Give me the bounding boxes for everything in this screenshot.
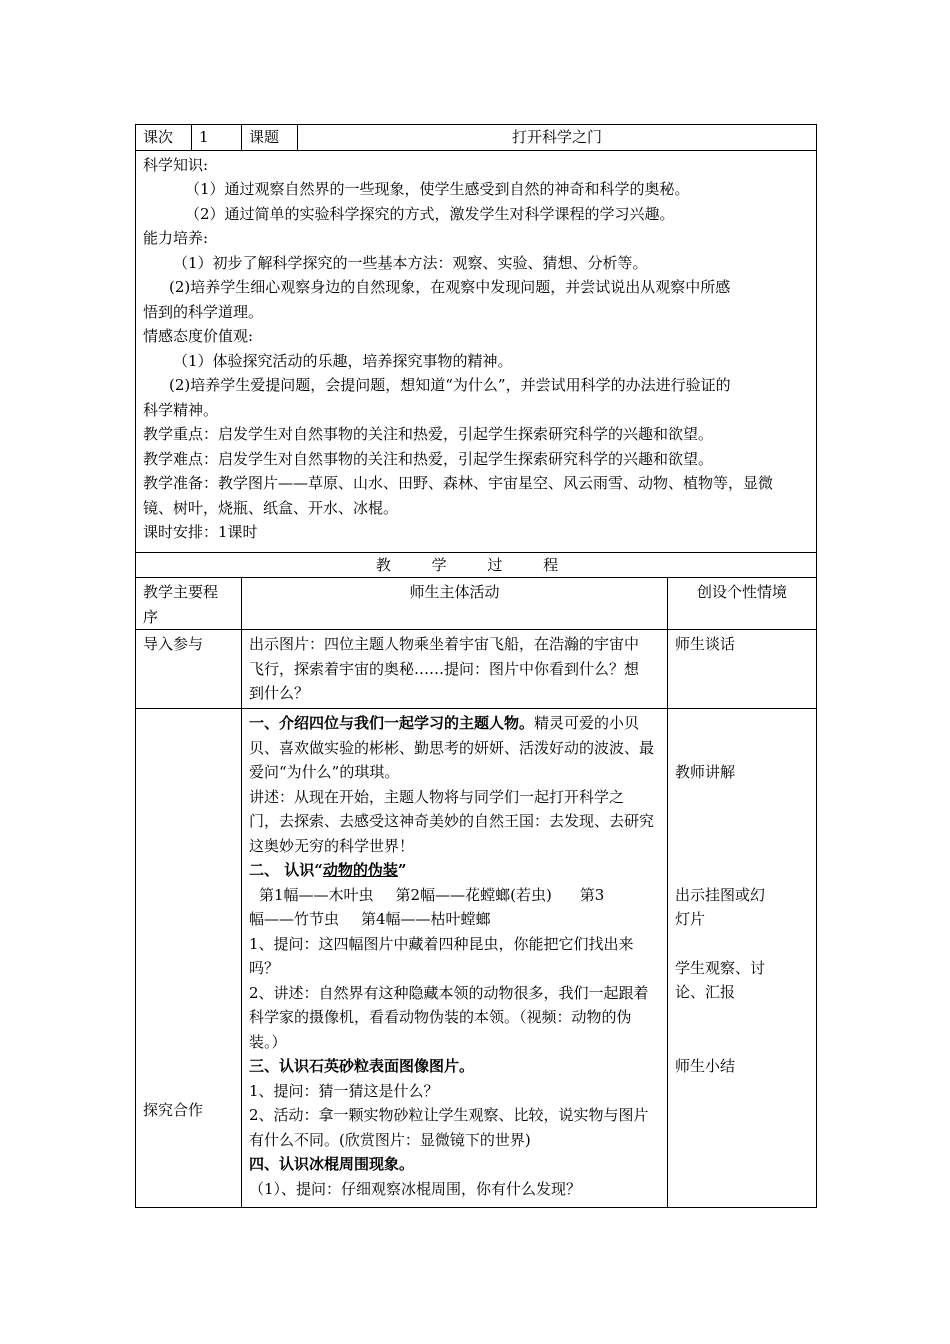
ability-item-1: （1）初步了解科学探究的一些基本方法：观察、实验、猜想、分析等。 bbox=[173, 253, 648, 272]
picture-3: 第3 bbox=[579, 885, 605, 904]
explore-activity bbox=[242, 709, 668, 1208]
lesson-no-value: 1 bbox=[192, 125, 242, 151]
col-activity-header: 师生主体活动 bbox=[242, 578, 668, 630]
scenario-teacher-explain: 教师讲解 bbox=[675, 763, 736, 781]
section-1-line-5: 门，去探索、去感受这神奇美妙的自然王国：去发现、去研究 bbox=[249, 812, 655, 830]
section-2-question-2a: 2、讲述：自然界有这种隐藏本领的动物很多，我们一起跟着 bbox=[249, 983, 649, 1002]
scenario-show-charts-a: 出示挂图或幻 bbox=[675, 885, 766, 904]
schedule: 课时安排：1课时 bbox=[143, 523, 258, 541]
section-3-title: 三、认识石英砂粒表面图像图片。 bbox=[249, 1057, 475, 1075]
scenario-show-charts-b: 灯片 bbox=[675, 910, 706, 928]
scenario-students-observe-a: 学生观察、讨 bbox=[675, 958, 766, 977]
process-title bbox=[136, 552, 817, 578]
section-2-question-1b: 吗？ bbox=[249, 959, 280, 977]
section-2-suffix: ” bbox=[397, 861, 407, 879]
header-row bbox=[136, 125, 817, 151]
section-1-line-2: 贝、喜欢做实验的彬彬、勤思考的妍妍、活泼好动的波波、最 bbox=[249, 738, 655, 757]
intro-activity-line-1: 出示图片：四位主题人物乘坐着宇宙飞船，在浩瀚的宇宙中 bbox=[249, 635, 640, 653]
section-4-title: 四、认识冰棍周围现象。 bbox=[249, 1155, 415, 1173]
intro-stage: 导入参与 bbox=[136, 630, 242, 709]
section-1-text: 精灵可爱的小贝 bbox=[534, 714, 640, 732]
section-2-pictures bbox=[249, 883, 660, 908]
section-2-pictures-b bbox=[249, 907, 660, 932]
section-1-title: 一、介绍四位与我们一起学习的主题人物。 bbox=[249, 714, 535, 732]
col-stage-header-b: 序 bbox=[143, 607, 159, 626]
explore-row bbox=[136, 709, 817, 1208]
section-2-underlined: 动物的伪装 bbox=[322, 861, 398, 879]
section-3-question-2a: 2、活动：拿一颗实物砂粒让学生观察、比较，说实物与图片 bbox=[249, 1106, 649, 1124]
objectives-cell bbox=[136, 150, 817, 552]
intro-activity bbox=[242, 630, 668, 709]
objectives-row bbox=[136, 150, 817, 552]
explore-scenario bbox=[668, 709, 817, 1208]
emotion-item-2b: 科学精神。 bbox=[143, 400, 219, 419]
lesson-no-label: 课次 bbox=[136, 125, 192, 151]
difficulty: 教学难点：启发学生对自然事物的关注和热爱，引起学生探索研究科学的兴趣和欲望。 bbox=[143, 449, 714, 468]
intro-activity-line-2: 飞行，探索着宇宙的奥秘……提问：图片中你看到什么？想 bbox=[249, 659, 640, 678]
scenario-students-observe-b: 论、汇报 bbox=[675, 983, 736, 1001]
section-1-line-6: 这奥妙无穷的科学世界！ bbox=[249, 836, 415, 855]
picture-2: 第2幅——花螳螂(若虫) bbox=[395, 885, 552, 904]
section-3-question-2b: 有什么不同。(欣赏图片：显微镜下的世界) bbox=[249, 1130, 531, 1149]
scenario-summary: 师生小结 bbox=[675, 1056, 736, 1075]
picture-4: 第4幅——枯叶螳螂 bbox=[361, 910, 491, 928]
section-2-question-2b: 科学家的摄像机，看看动物伪装的本领。（视频：动物的伪 bbox=[249, 1008, 632, 1026]
picture-3-b: 幅——竹节虫 bbox=[249, 910, 340, 928]
process-header-row bbox=[136, 578, 817, 630]
knowledge-title: 科学知识: bbox=[143, 155, 209, 174]
knowledge-item-2: （2）通过简单的实验科学探究的方式，激发学生对科学课程的学习兴趣。 bbox=[185, 204, 675, 223]
preparation-a: 教学准备：教学图片——草原、山水、田野、森林、宇宙星空、风云雨雪、动物、植物等，显微 bbox=[143, 474, 774, 492]
preparation-b: 镜、树叶，烧瓶、纸盒、开水、冰棍。 bbox=[143, 498, 399, 517]
process-title-text: 教 学 过 程 bbox=[375, 555, 577, 574]
section-1-line-4: 讲述：从现在开始，主题人物将与同学们一起打开科学之 bbox=[249, 787, 625, 806]
intro-scenario: 师生谈话 bbox=[668, 630, 817, 709]
intro-activity-line-3: 到什么？ bbox=[249, 684, 310, 702]
section-3-question-1: 1、提问：猜一猜这是什么？ bbox=[249, 1081, 439, 1100]
explore-stage bbox=[136, 709, 242, 1208]
emotion-item-1: （1）体验探究活动的乐趣，培养探究事物的精神。 bbox=[173, 351, 513, 370]
section-4-question-1: （1）、提问：仔细观察冰棍周围，你有什么发现？ bbox=[249, 1179, 582, 1198]
emotion-item-2a: (2)培养学生爱提问题，会提问题，想知道“为什么”，并尝试用科学的办法进行验证的 bbox=[169, 376, 731, 394]
intro-row bbox=[136, 630, 817, 709]
picture-1: 第1幅——木叶虫 bbox=[259, 885, 374, 904]
section-2-question-1a: 1、提问：这四幅图片中藏着四种昆虫，你能把它们找出来 bbox=[249, 934, 634, 953]
process-title-row bbox=[136, 552, 817, 578]
col-stage-header-a: 教学主要程 bbox=[143, 583, 219, 601]
col-scenario-header: 创设个性情境 bbox=[668, 578, 817, 630]
ability-item-2b: 悟到的科学道理。 bbox=[143, 302, 264, 321]
key-point: 教学重点：启发学生对自然事物的关注和热爱，引起学生探索研究科学的兴趣和欲望。 bbox=[143, 425, 714, 443]
knowledge-item-1: （1）通过观察自然界的一些现象，使学生感受到自然的神奇和科学的奥秘。 bbox=[185, 180, 690, 198]
section-1-line-3: 爱问“为什么”的琪琪。 bbox=[249, 763, 400, 781]
explore-stage-label: 探究合作 bbox=[143, 1101, 204, 1119]
topic-label: 课题 bbox=[242, 125, 298, 151]
lesson-plan-table bbox=[135, 124, 817, 1208]
topic-value: 打开科学之门 bbox=[298, 125, 817, 151]
section-2-question-2c: 装。） bbox=[249, 1032, 287, 1051]
ability-item-2a: (2)培养学生细心观察身边的自然现象，在观察中发现问题，并尝试说出从观察中所感 bbox=[169, 278, 731, 296]
col-stage-header bbox=[136, 578, 242, 630]
emotion-title: 情感态度价值观: bbox=[143, 327, 254, 345]
ability-title: 能力培养: bbox=[143, 229, 209, 247]
section-2-title bbox=[249, 858, 660, 883]
section-2-prefix: 二、 认识“ bbox=[249, 861, 323, 879]
